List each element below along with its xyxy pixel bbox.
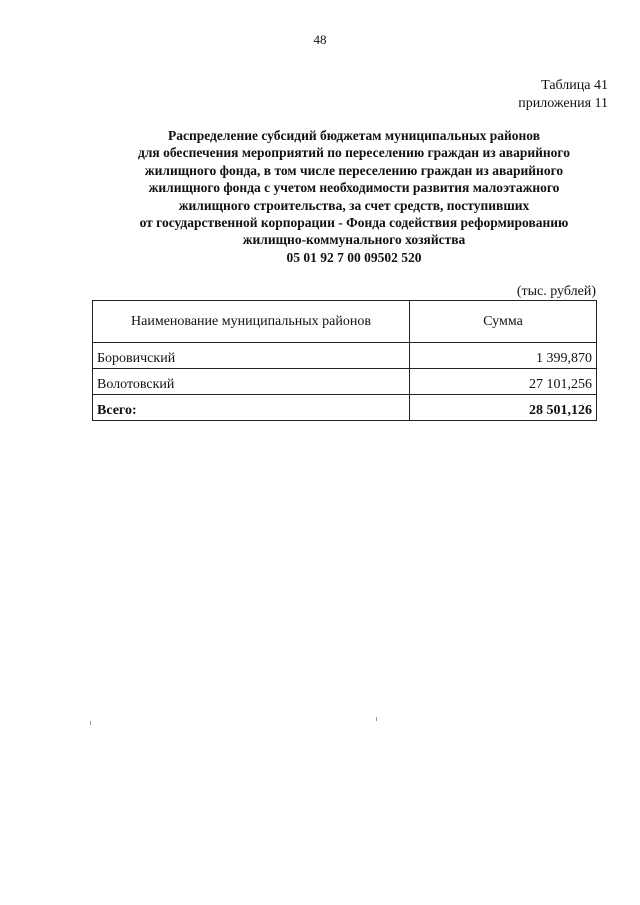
scan-mark [90, 721, 91, 725]
title-line: жилищного фонда, в том числе переселению граждан из аварийного [144, 162, 564, 178]
table-header-row [93, 301, 597, 343]
district-amount: 27 101,256 [410, 369, 597, 395]
title-line: для обеспечения мероприятий по переселению граждан из аварийного [138, 145, 570, 161]
subsidy-table [92, 300, 597, 421]
table-reference-line-2: приложения 11 [518, 96, 608, 111]
table-reference-line-1: Таблица 41 [541, 78, 608, 93]
table-reference [518, 77, 608, 113]
total-amount: 28 501,126 [410, 395, 597, 421]
total-row [93, 395, 597, 421]
district-name: Волотовский [93, 369, 410, 395]
title-line: жилищного фонда с учетом необходимости развития малоэтажного [148, 180, 560, 196]
page-number: 48 [313, 32, 327, 47]
title-line: жилищного строительства, за счет средств, поступивших [178, 197, 530, 213]
district-name: Боровичский [93, 343, 410, 369]
document-title [80, 127, 628, 266]
table-row [93, 369, 597, 395]
column-header-amount: Сумма [410, 301, 597, 343]
table-row [93, 343, 597, 369]
district-amount: 1 399,870 [410, 343, 597, 369]
title-line: жилищно-коммунального хозяйства [242, 232, 466, 248]
title-line: Распределение субсидий бюджетам муниципальных районов [167, 128, 541, 143]
scan-mark [376, 717, 377, 721]
total-label: Всего: [93, 395, 410, 421]
title-line: от государственной корпорации - Фонда содействия реформированию [139, 215, 569, 231]
units-label: (тыс. рублей) [516, 284, 596, 299]
budget-classification-code: 05 01 92 7 00 09502 520 [286, 249, 422, 265]
column-header-district: Наименование муниципальных районов [93, 301, 410, 343]
